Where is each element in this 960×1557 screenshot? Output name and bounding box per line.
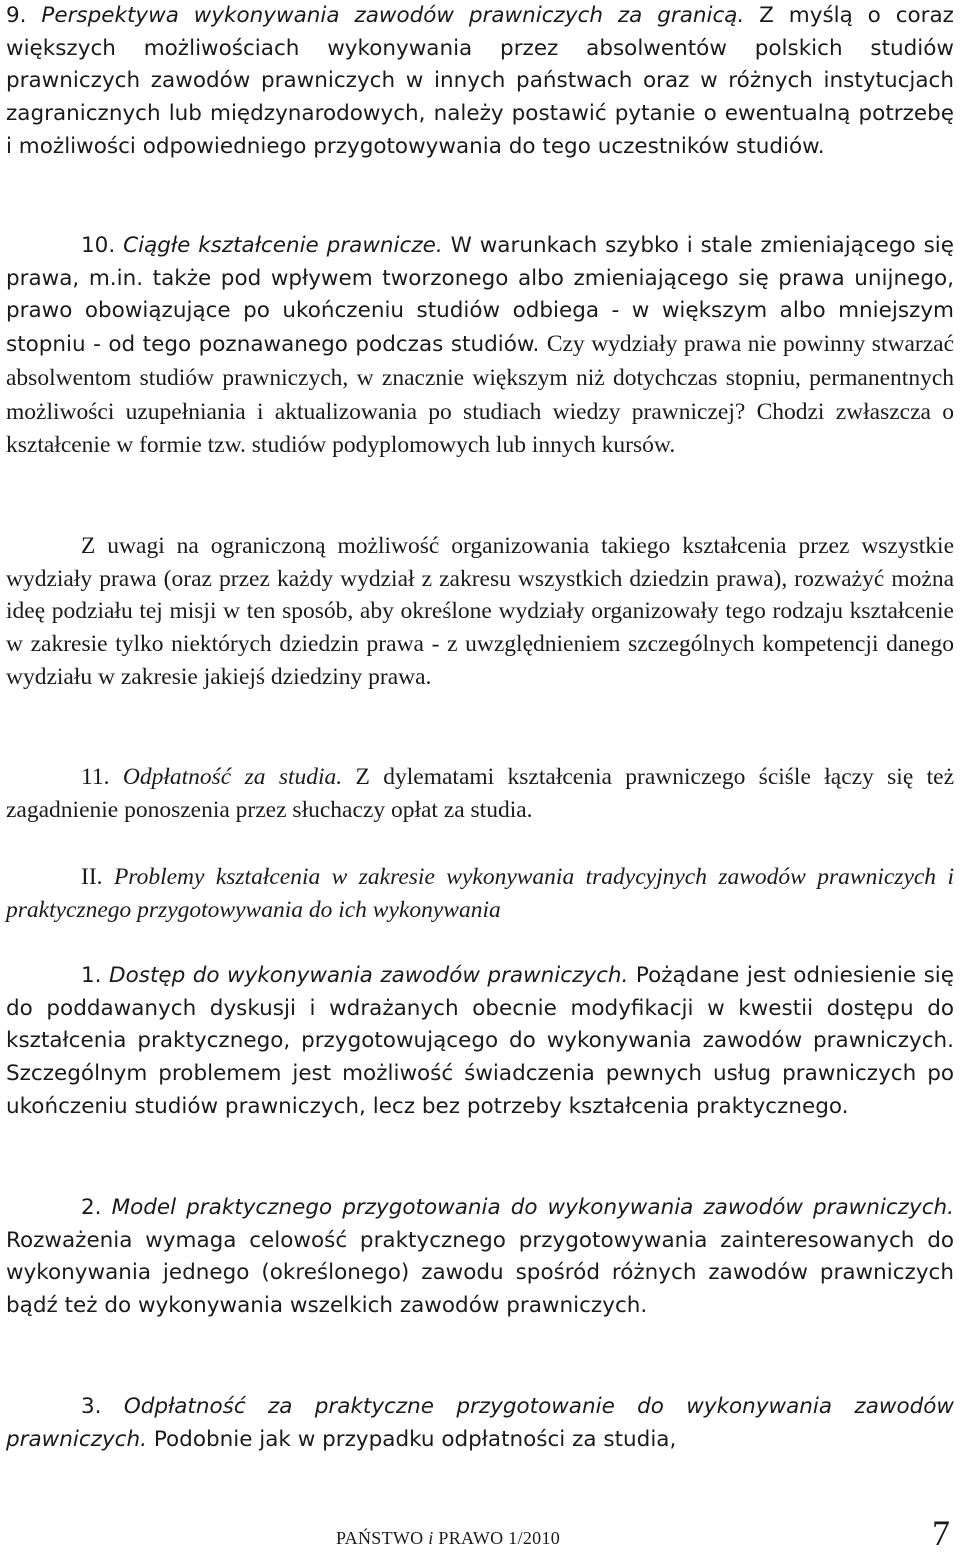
subsection-1-heading: Dostęp do wykonywania zawodów prawniczych. <box>109 963 629 988</box>
section-11-paragraph <box>6 761 954 826</box>
section-10-paragraph-2: Z uwagi na ograniczoną możliwość organizowania takiego kształcenia przez wszystkie wydziały prawa (oraz przez każdy wydział z zakresu wszystkich dziedzin prawa), rozważyć można ideę podziału tej misji w ten sposób, aby określone wydziały organizowały tego rodzaju kształcenie w zakresie tylko niektórych dziedzin prawa - z uwzględnieniem szczególnych kompetencji danego wydziału w zakresie jakiejś dziedziny prawa. <box>6 533 954 690</box>
subsection-2-heading: Model praktycznego przygotowania do wykonywania zawodów prawniczych. <box>111 1195 954 1220</box>
subsection-1-paragraph <box>6 960 954 1124</box>
section-11-body: Z dylematami kształcenia prawniczego ściśle łączy się też zagadnienie ponoszenia przez słuchaczy opłat za studia. <box>6 764 955 823</box>
journal-issue: 1/2010 <box>508 1528 561 1548</box>
section-9-heading: Perspektywa wykonywania zawodów prawniczych za granicą. <box>41 3 745 28</box>
section-11-number: 11. <box>81 764 110 790</box>
section-9-number: 9. <box>6 3 27 28</box>
section-10-number: 10. <box>81 233 116 258</box>
section-11-heading: Odpłatność za studia. <box>122 764 343 790</box>
part-2-title: Problemy kształcenia w zakresie wykonywania tradycyjnych zawodów prawniczych i praktycznego przygotowywania do ich wykonywania <box>6 864 954 923</box>
document-page <box>6 0 954 1557</box>
subsection-3-number: 3. <box>81 1394 102 1419</box>
subsection-3-body: Podobnie jak w przypadku odpłatności za studia, <box>153 1426 677 1452</box>
section-9-paragraph <box>6 0 954 164</box>
subsection-2-number: 2. <box>81 1195 102 1220</box>
page-footer <box>6 1513 954 1554</box>
journal-name-conjunction: i <box>428 1528 434 1548</box>
section-10-body-serif: Czy wydziały prawa nie powinny stwarzać absolwentom studiów prawniczych, w znacznie większym niż dotychczas stopniu, permanentnych możliwości uzupełniania i aktualizowania po studiach wiedzy prawniczej? Chodzi zwłaszcza o kształcenie w formie tzw. studiów podyplomowych lub innych kursów. <box>6 331 954 459</box>
journal-title <box>336 1528 560 1549</box>
section-10-heading: Ciągłe kształcenie prawnicze. <box>123 233 443 258</box>
section-10-paragraph <box>6 230 954 463</box>
part-2-number: II. <box>81 864 103 890</box>
subsection-1-number: 1. <box>81 963 102 988</box>
subsection-2-paragraph <box>6 1192 954 1323</box>
section-10-body: W warunkach szybko i stale zmieniającego się prawa, m.in. także pod wpływem tworzonego albo zmieniającego się prawa unijnego, prawo obowiązujące po ukończeniu studiów odbiega - w większym albo mniejszym stopniu - od tego poznawanego podczas studiów. <box>6 233 954 358</box>
journal-name-part-2: PRAWO <box>438 1528 504 1548</box>
journal-name-part-1: PAŃSTWO <box>336 1528 424 1548</box>
subsection-3-paragraph <box>6 1391 954 1456</box>
part-2-heading <box>6 861 954 926</box>
subsection-3-heading: Odpłatność za praktyczne przygotowanie do wykonywania zawodów prawniczych. <box>6 1394 954 1452</box>
page-number: 7 <box>932 1513 950 1553</box>
subsection-2-body: Rozważenia wymaga celowość praktycznego przygotowywania zainteresowanych do wykonywania jednego (określonego) zawodu spośród różnych zawodów prawniczych bądź też do wykonywania wszelkich zawodów prawniczych. <box>6 1227 954 1319</box>
subsection-1-body: Pożądane jest odniesienie się do poddawanych dyskusji i wdrażanych obecnie modyfikacji w kwestii dostępu do kształcenia praktycznego, przygotowującego do wykonywania zawodów prawniczych. Szczególnym problemem jest możliwość świadczenia pewnych usług prawniczych po ukończeniu studiów prawniczych, lecz bez potrzeby kształcenia praktycznego. <box>6 963 955 1119</box>
section-9-body: Z myślą o coraz większych możliwościach wykonywania przez absolwentów polskich studiów prawniczych zawodów prawniczych w innych państwach oraz w różnych instytucjach zagranicznych lub międzynarodowych, należy postawić pytanie o ewentualną potrzebę i możliwości odpowiedniego przygotowywania do tego uczestników studiów. <box>6 3 954 159</box>
